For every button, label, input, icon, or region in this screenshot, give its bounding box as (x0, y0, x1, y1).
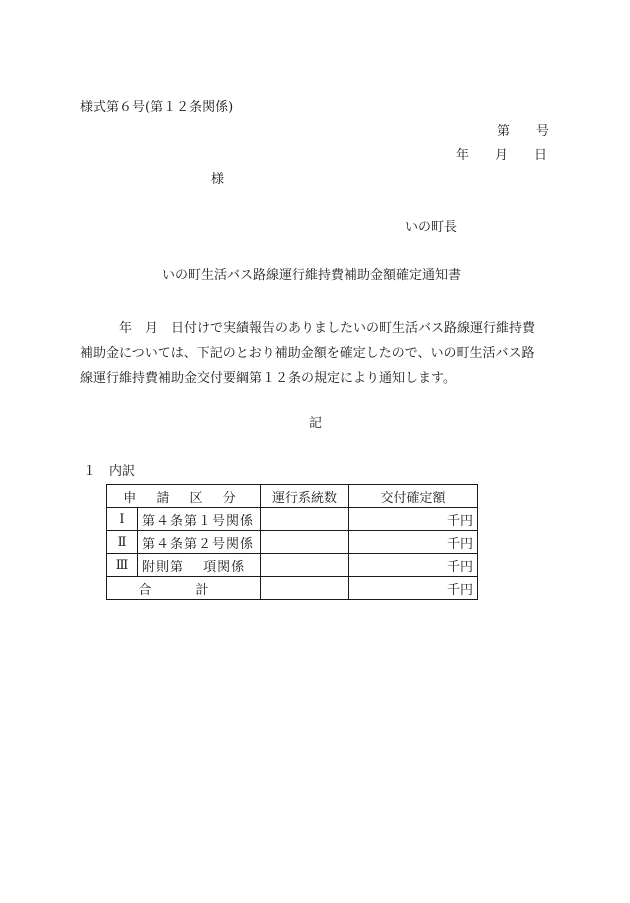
breakdown-table (106, 484, 478, 600)
row-index: Ⅲ (107, 554, 138, 577)
document-title: いの町生活バス路線運行維持費補助金額確定通知書 (162, 268, 462, 283)
body-paragraph (80, 316, 560, 391)
document-number: 第 号 (497, 124, 550, 139)
header-amount: 交付確定額 (349, 485, 478, 508)
row-amount: 千円 (349, 531, 478, 554)
table-header-row (107, 485, 478, 508)
sender-name: いの町長 (405, 220, 458, 235)
body-line: 補助金については、下記のとおり補助金額を確定したので、いの町生活バス路 (80, 346, 535, 361)
row-index: Ⅱ (107, 531, 138, 554)
body-line: 線運行維持費補助金交付要綱第１２条の規定により通知します。 (80, 371, 456, 386)
row-index: Ⅰ (107, 508, 138, 531)
row-amount: 千円 (349, 508, 478, 531)
header-systems: 運行系統数 (261, 485, 349, 508)
header-category: 申 請 区 分 (107, 485, 261, 508)
total-label: 合 計 (107, 577, 261, 600)
total-systems-cell (261, 577, 349, 600)
row-systems-cell (261, 531, 349, 554)
row-category: 第４条第１号関係 (138, 508, 261, 531)
addressee-honorific: 様 (211, 172, 225, 187)
row-systems-cell (261, 508, 349, 531)
form-id: 様式第６号(第１２条関係) (80, 100, 234, 115)
table-row (107, 531, 478, 554)
table-total-row (107, 577, 478, 600)
row-systems-cell (261, 554, 349, 577)
body-line: 年 月 日付けで実績報告のありましたいの町生活バス路線運行維持費 (119, 321, 536, 336)
table-row (107, 554, 478, 577)
row-amount: 千円 (349, 554, 478, 577)
section-heading: １ 内訳 (83, 464, 136, 479)
row-category: 附則第 項関係 (138, 554, 261, 577)
document-date: 年 月 日 (456, 148, 548, 163)
ki-marker: 記 (309, 416, 323, 431)
total-amount: 千円 (349, 577, 478, 600)
row-category: 第４条第２号関係 (138, 531, 261, 554)
table-row (107, 508, 478, 531)
